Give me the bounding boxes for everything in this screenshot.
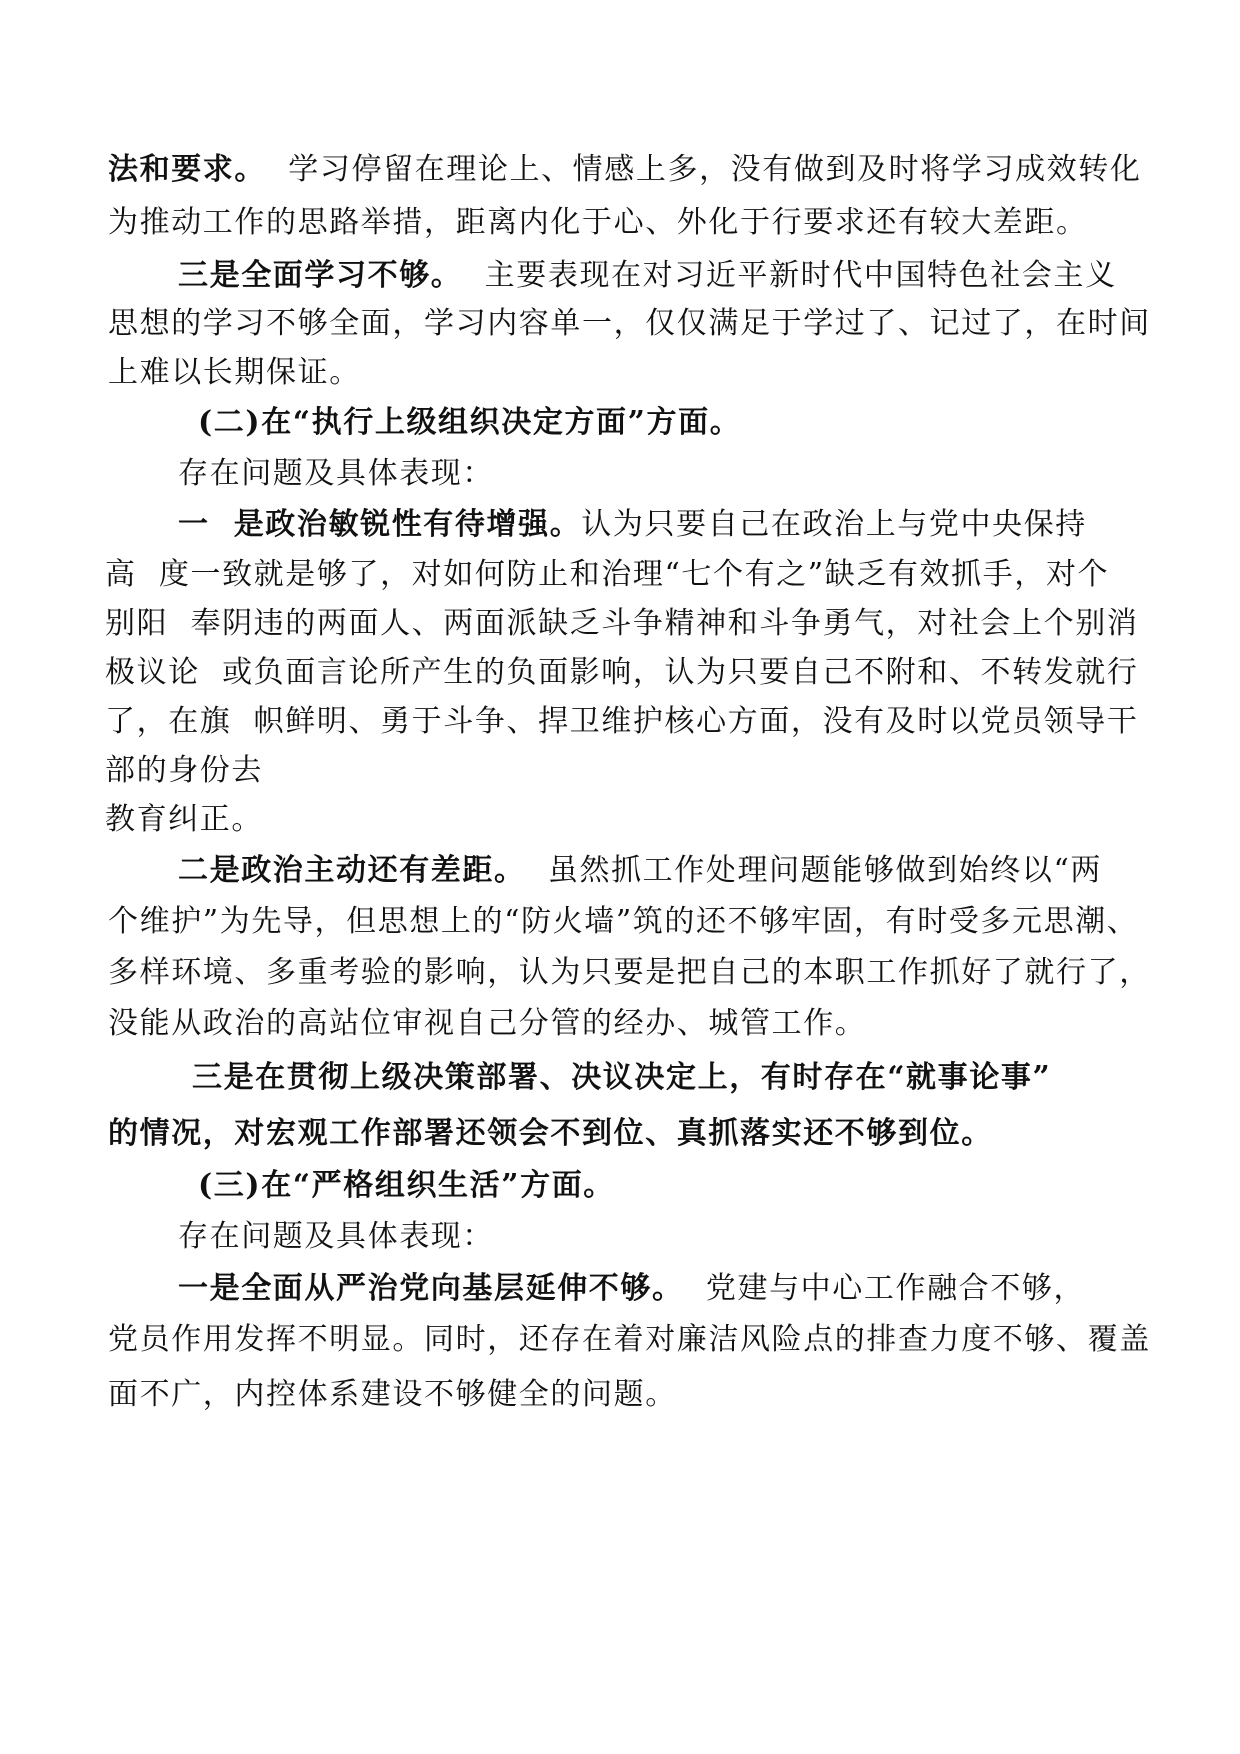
section-heading-3 (198, 1167, 615, 1205)
section-heading-2 (198, 404, 741, 442)
line-text: 教育纠正。 (105, 802, 263, 837)
bold-paragraph-line (192, 1059, 1051, 1097)
body-line (105, 703, 1138, 741)
line-text: 存在问题及具体表现： (178, 1219, 494, 1254)
body-line (108, 204, 1088, 242)
body-line (108, 954, 1151, 992)
body-line (178, 852, 1102, 890)
body-line (108, 354, 361, 392)
body-line (108, 1321, 1151, 1359)
bold-lead: 三是全面学习不够。 (178, 258, 463, 293)
body-line (105, 801, 263, 839)
heading-text: (三)在“严格组织生活”方面。 (198, 1168, 615, 1203)
line-text: 多样环境、多重考验的影响，认为只要是把自己的本职工作抓好了就行了， (108, 955, 1151, 990)
bold-lead: 一是全面从严治党向基层延伸不够。 (178, 1271, 684, 1306)
line-text: 学习停留在理论上、情感上多，没有做到及时将学习成效转化 (266, 152, 1142, 187)
line-text: 思想的学习不够全面，学习内容单一，仅仅满足于学过了、记过了，在时间 (108, 306, 1151, 341)
line-text: 上难以长期保证。 (108, 355, 361, 390)
line-text: 极议论 或负面言论所产生的负面影响，认为只要自己不附和、不转发就行 (105, 655, 1139, 690)
line-text: 党员作用发挥不明显。同时，还存在着对廉洁风险点的排查力度不够、覆盖 (108, 1322, 1151, 1357)
body-line (105, 605, 1138, 643)
line-text: 主要表现在对习近平新时代中国特色社会主义 (462, 258, 1117, 293)
body-line (108, 305, 1151, 343)
line-text: 个维护”为先导，但思想上的“防火墙”筑的还不够牢固，有时受多元思潮、 (108, 904, 1139, 939)
body-line (105, 752, 263, 790)
bold-lead: 法和要求。 (108, 152, 266, 187)
body-line (108, 903, 1138, 941)
line-text: 为推动工作的思路举措，距离内化于心、外化于行要求还有较大差距。 (108, 205, 1088, 240)
body-line (178, 1218, 494, 1256)
body-line (108, 1005, 866, 1043)
body-line (178, 506, 1087, 544)
line-text: 党建与中心工作融合不够， (683, 1271, 1086, 1306)
heading-text: (二)在“执行上级组织决定方面”方面。 (198, 405, 742, 440)
body-line (105, 654, 1138, 692)
line-text: 面不广，内控体系建设不够健全的问题。 (108, 1377, 677, 1412)
body-line (178, 1270, 1085, 1308)
body-line (108, 151, 1141, 189)
bold-lead: 一 是政治敏锐性有待增强。 (178, 507, 582, 542)
line-text: 了，在旗 帜鲜明、勇于斗争、捍卫维护核心方面，没有及时以党员领导干 (105, 704, 1139, 739)
bold-text: 三是在贯彻上级决策部署、决议决定上，有时存在“就事论事” (192, 1060, 1052, 1095)
line-text: 虽然抓工作处理问题能够做到始终以“两 (525, 853, 1103, 888)
line-text: 认为只要自己在政治上与党中央保持 (581, 507, 1087, 542)
bold-paragraph-line (108, 1115, 993, 1153)
line-text: 没能从政治的高站位审视自己分管的经办、城管工作。 (108, 1006, 867, 1041)
line-text: 别阳 奉阴违的两面人、两面派缺乏斗争精神和斗争勇气，对社会上个别消 (105, 606, 1139, 641)
body-line (178, 455, 494, 493)
body-line (178, 257, 1117, 295)
line-text: 部的身份去 (105, 753, 263, 788)
line-text: 存在问题及具体表现： (178, 456, 494, 491)
body-line (108, 1376, 677, 1414)
body-line (105, 556, 1109, 594)
bold-lead: 二是政治主动还有差距。 (178, 853, 526, 888)
bold-text: 的情况，对宏观工作部署还领会不到位、真抓落实还不够到位。 (108, 1116, 993, 1151)
line-text: 高 度一致就是够了，对如何防止和治理“七个有之”缺乏有效抓手，对个 (105, 557, 1110, 592)
